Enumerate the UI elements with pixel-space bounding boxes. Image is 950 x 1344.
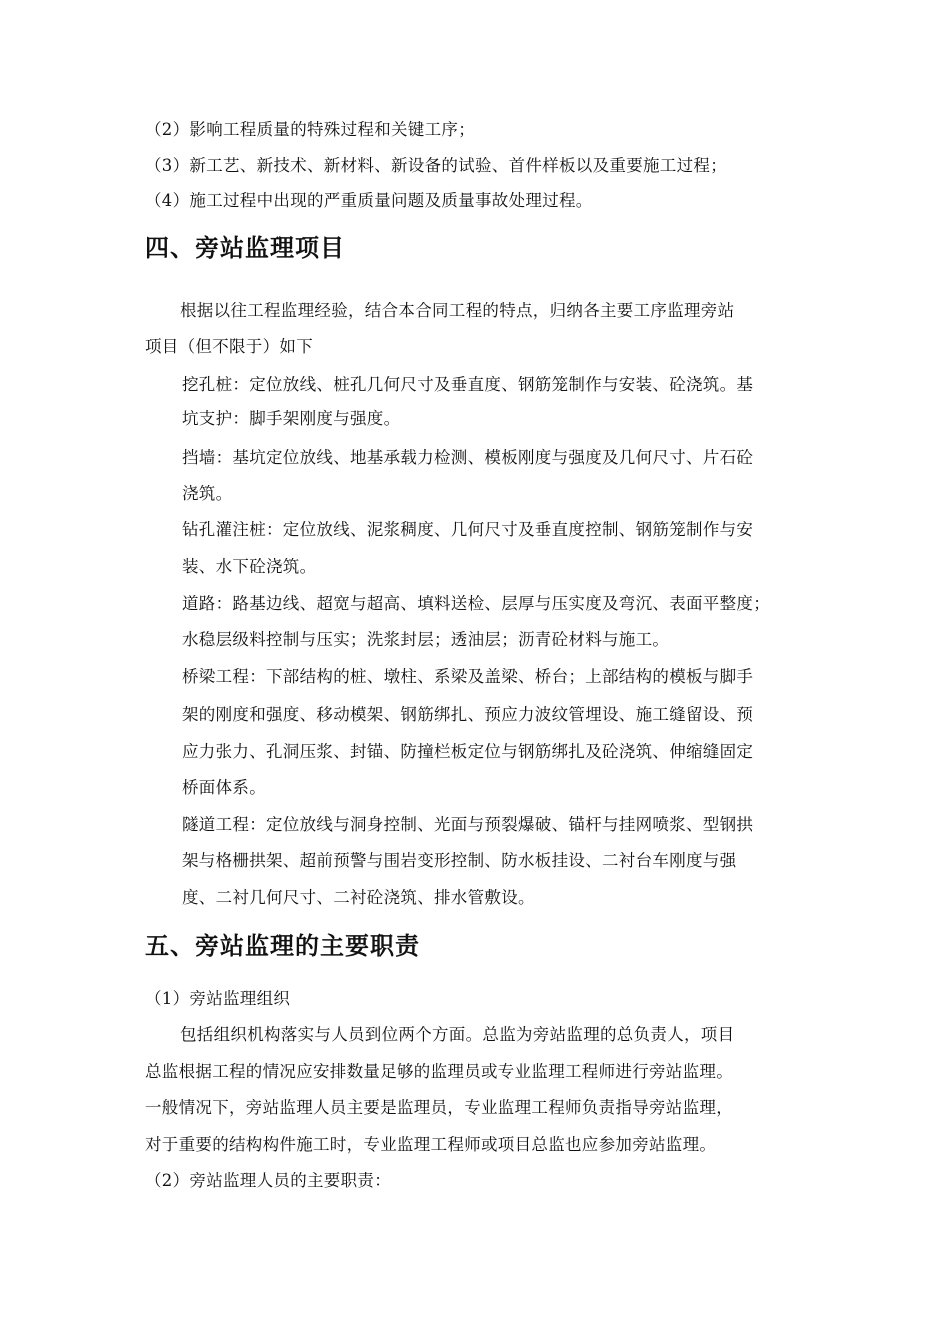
list-item: 装、水下砼浇筑。	[182, 557, 317, 576]
list-item: （2）影响工程质量的特殊过程和关键工序；	[145, 120, 475, 139]
list-item: 挡墙：基坑定位放线、地基承载力检测、模板刚度与强度及几何尺寸、片石砼	[182, 448, 754, 467]
list-item: 坑支护：脚手架刚度与强度。	[182, 409, 401, 428]
section4-heading: 四、旁站监理项目	[145, 234, 345, 262]
list-item: 挖孔桩：定位放线、桩孔几何尺寸及垂直度、钢筋笼制作与安装、砼浇筑。基	[182, 375, 754, 394]
list-item: 架与格栅拱架、超前预警与围岩变形控制、防水板挂设、二衬台车刚度与强	[182, 851, 737, 870]
list-item: 架的刚度和强度、移动模架、钢筋绑扎、预应力波纹管埋设、施工缝留设、预	[182, 705, 754, 724]
paragraph-line: 根据以往工程监理经验，结合本合同工程的特点，归纳各主要工序监理旁站	[180, 301, 735, 320]
list-item: 浇筑。	[182, 484, 233, 503]
list-item: （4）施工过程中出现的严重质量问题及质量事故处理过程。	[145, 191, 593, 210]
paragraph-line: 一般情况下，旁站监理人员主要是监理员，专业监理工程师负责指导旁站监理，	[145, 1098, 733, 1117]
list-item: 桥梁工程：下部结构的桩、墩柱、系梁及盖梁、桥台；上部结构的模板与脚手	[182, 667, 754, 686]
list-item: 度、二衬几何尺寸、二衬砼浇筑、排水管敷设。	[182, 888, 535, 907]
section5-heading: 五、旁站监理的主要职责	[145, 932, 420, 960]
paragraph-line: 项目（但不限于）如下	[145, 337, 313, 356]
subheading: （2）旁站监理人员的主要职责：	[145, 1171, 391, 1190]
list-item: 隧道工程：定位放线与洞身控制、光面与预裂爆破、锚杆与挂网喷浆、型钢拱	[182, 815, 754, 834]
paragraph-line: 包括组织机构落实与人员到位两个方面。总监为旁站监理的总负责人，项目	[180, 1025, 735, 1044]
list-item: 钻孔灌注桩：定位放线、泥浆稠度、几何尺寸及垂直度控制、钢筋笼制作与安	[182, 520, 754, 539]
paragraph-line: 总监根据工程的情况应安排数量足够的监理员或专业监理工程师进行旁站监理。	[145, 1062, 733, 1081]
paragraph-line: 对于重要的结构构件施工时，专业监理工程师或项目总监也应参加旁站监理。	[145, 1135, 717, 1154]
subheading: （1）旁站监理组织	[145, 989, 291, 1008]
list-item: 应力张力、孔洞压浆、封锚、防撞栏板定位与钢筋绑扎及砼浇筑、伸缩缝固定	[182, 742, 754, 761]
list-item: 道路：路基边线、超宽与超高、填料送检、层厚与压实度及弯沉、表面平整度；	[182, 594, 770, 613]
list-item: 水稳层级料控制与压实；洗浆封层；透油层；沥青砼材料与施工。	[182, 630, 670, 649]
list-item: 桥面体系。	[182, 778, 266, 797]
list-item: （3）新工艺、新技术、新材料、新设备的试验、首件样板以及重要施工过程；	[145, 156, 727, 175]
